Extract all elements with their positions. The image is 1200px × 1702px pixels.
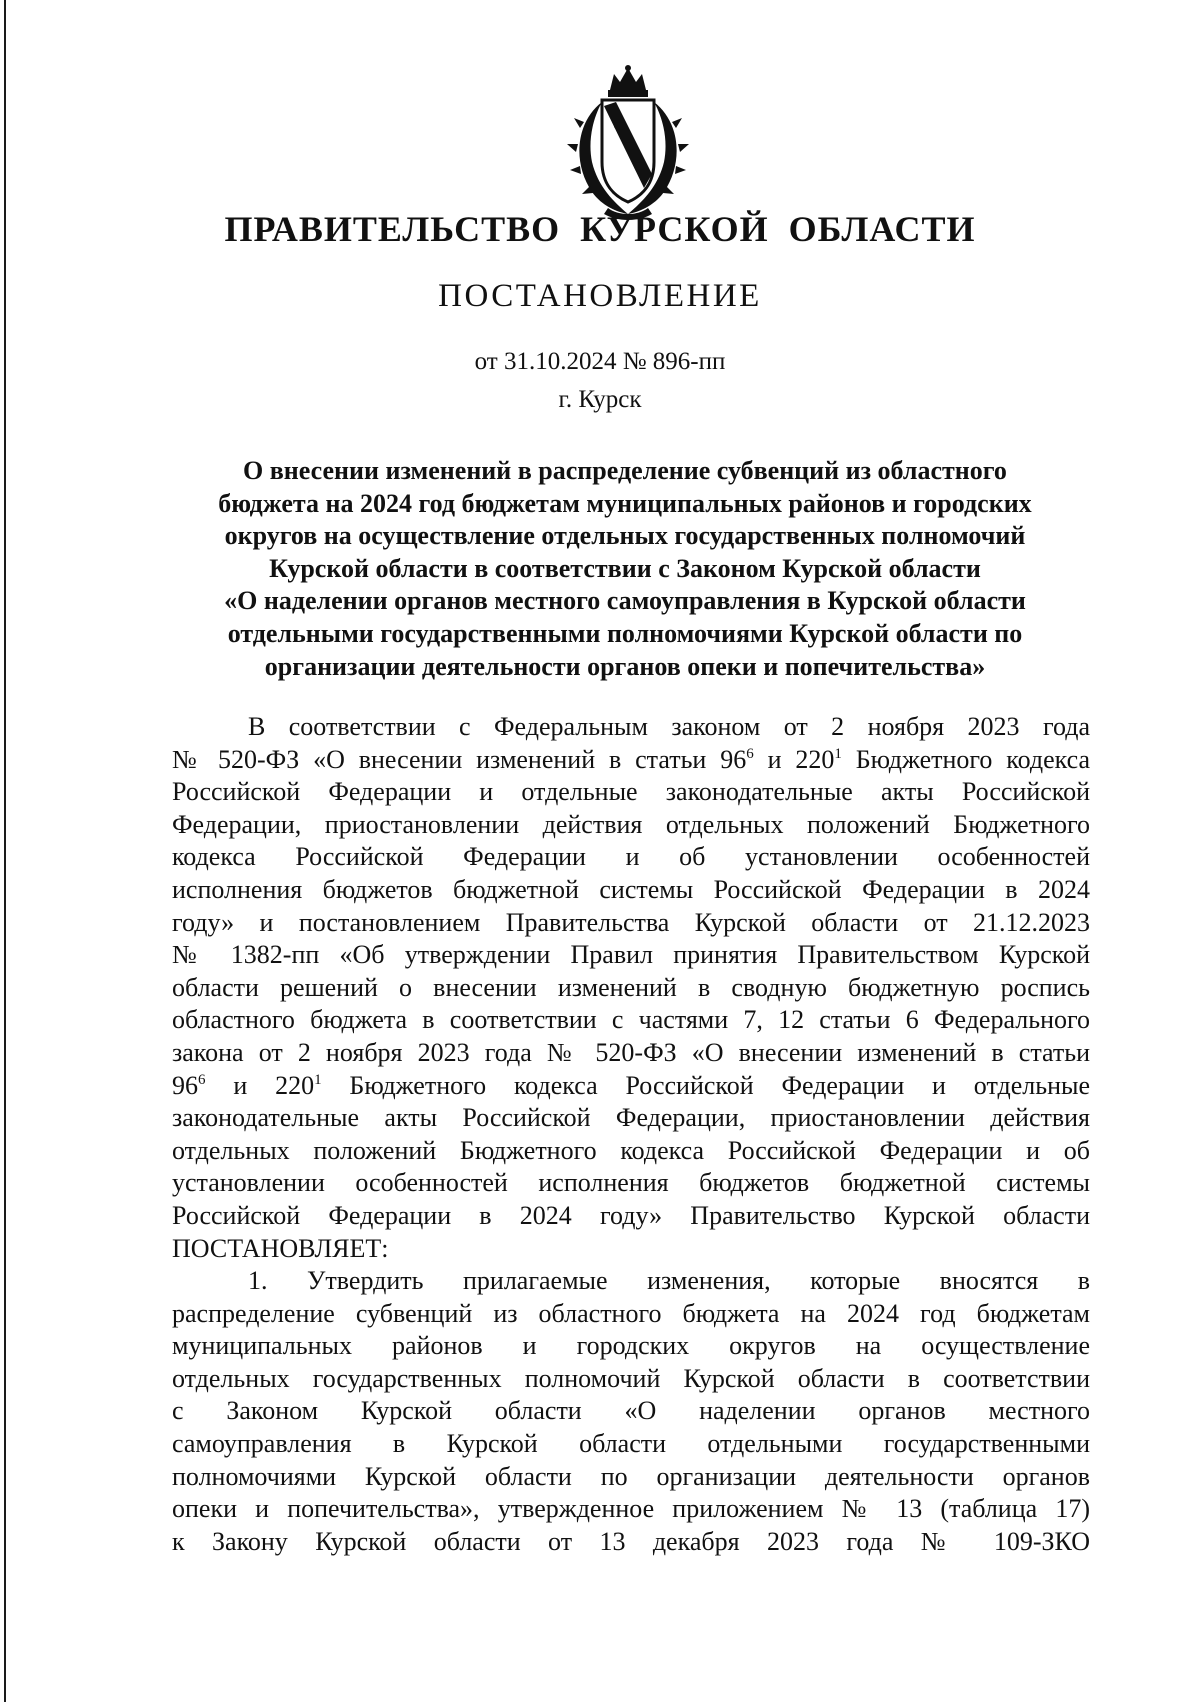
body-text-fragment: Бюджетного кодекса <box>841 744 1090 774</box>
body-line: распределение субвенций из областного бюджета на 2024 год бюджетам <box>172 1298 1090 1328</box>
body-text-fragment: № 520-ФЗ «О внесении изменений в статьи 96 <box>172 744 747 774</box>
body-line <box>172 744 1090 777</box>
superscript: 1 <box>834 745 842 762</box>
subject-line: отдельными государственными полномочиями Курской области по <box>227 618 1023 648</box>
subject-line: организации деятельности органов опеки и попечительства» <box>264 651 986 681</box>
body-line: муниципальных районов и городских округов на осуществление <box>172 1331 1090 1361</box>
body-line: отдельных государственных полномочий Курской области в соответствии <box>172 1363 1090 1393</box>
body-line: Федерации, приостановлении действия отдельных положений Бюджетного <box>172 809 1090 839</box>
body-line: области решений о внесении изменений в сводную бюджетную роспись <box>172 972 1090 1002</box>
body-line: полномочиями Курской области по организации деятельности органов <box>172 1461 1090 1491</box>
body-line: исполнения бюджетов бюджетной системы Российской Федерации в 2024 <box>172 874 1090 904</box>
body-line: году» и постановлением Правительства Курской области от 21.12.2023 <box>172 907 1090 937</box>
document-date-number: от 31.10.2024 № 896-пп <box>474 348 726 375</box>
body-line: № 1382-пп «Об утверждении Правил принятия Правительством Курской <box>172 940 1090 970</box>
subject-line: О внесении изменений в распределение субвенций из областного <box>243 456 1007 485</box>
body-line: к Закону Курской области от 13 декабря 2023 года № 109-ЗКО <box>172 1526 1090 1556</box>
body-line: отдельных положений Бюджетного кодекса Российской Федерации и об <box>172 1135 1090 1165</box>
superscript: 6 <box>746 745 754 762</box>
document-subject <box>160 455 1090 683</box>
body-text-fragment: и 220 <box>753 744 835 774</box>
body-line: 1. Утвердить прилагаемые изменения, которые вносятся в <box>248 1266 1090 1296</box>
subject-line: бюджета на 2024 год бюджетам муниципальных районов и городских <box>218 488 1032 518</box>
body-line: закона от 2 ноября 2023 года № 520-ФЗ «О внесении изменений в статьи <box>172 1037 1090 1067</box>
body-text-fragment: 96 <box>172 1070 198 1100</box>
body-line: Российской Федерации и отдельные законодательные акты Российской <box>172 777 1090 807</box>
body-line: опеки и попечительства», утвержденное приложением № 13 (таблица 17) <box>172 1494 1090 1524</box>
body-line: установлении особенностей исполнения бюджетов бюджетной системы <box>172 1168 1090 1198</box>
body-line: В соответствии с Федеральным законом от 2 ноября 2023 года <box>248 712 1090 741</box>
document-body <box>172 711 1090 1558</box>
body-line: законодательные акты Российской Федерации, приостановлении действия <box>172 1103 1090 1133</box>
document-city: г. Курск <box>558 386 642 413</box>
body-text-fragment: и 220 <box>205 1070 315 1100</box>
scan-left-edge <box>4 0 6 1702</box>
coat-of-arms-icon <box>562 62 694 222</box>
subject-line: «О наделении органов местного самоуправления в Курской области <box>224 586 1026 616</box>
body-line: ПОСТАНОВЛЯЕТ: <box>172 1233 389 1263</box>
body-line: кодекса Российской Федерации и об установлении особенностей <box>172 842 1090 872</box>
body-text-fragment: Бюджетного кодекса Российской Федерации и отдельные <box>321 1070 1091 1100</box>
superscript: 6 <box>198 1071 206 1088</box>
government-title: ПРАВИТЕЛЬСТВО КУРСКОЙ ОБЛАСТИ <box>224 209 976 249</box>
superscript: 1 <box>314 1071 322 1088</box>
document-type: ПОСТАНОВЛЕНИЕ <box>438 278 762 314</box>
body-line: с Законом Курской области «О наделении органов местного <box>172 1396 1090 1426</box>
subject-line: Курской области в соответствии с Законом Курской области <box>269 553 981 583</box>
body-line: самоуправления в Курской области отдельными государственными <box>172 1429 1090 1459</box>
body-line: областного бюджета в соответствии с частями 7, 12 статьи 6 Федерального <box>172 1005 1090 1035</box>
body-line <box>172 1070 1090 1103</box>
subject-line: округов на осуществление отдельных государственных полномочий <box>224 521 1026 551</box>
body-line: Российской Федерации в 2024 году» Правительство Курской области <box>172 1200 1090 1230</box>
